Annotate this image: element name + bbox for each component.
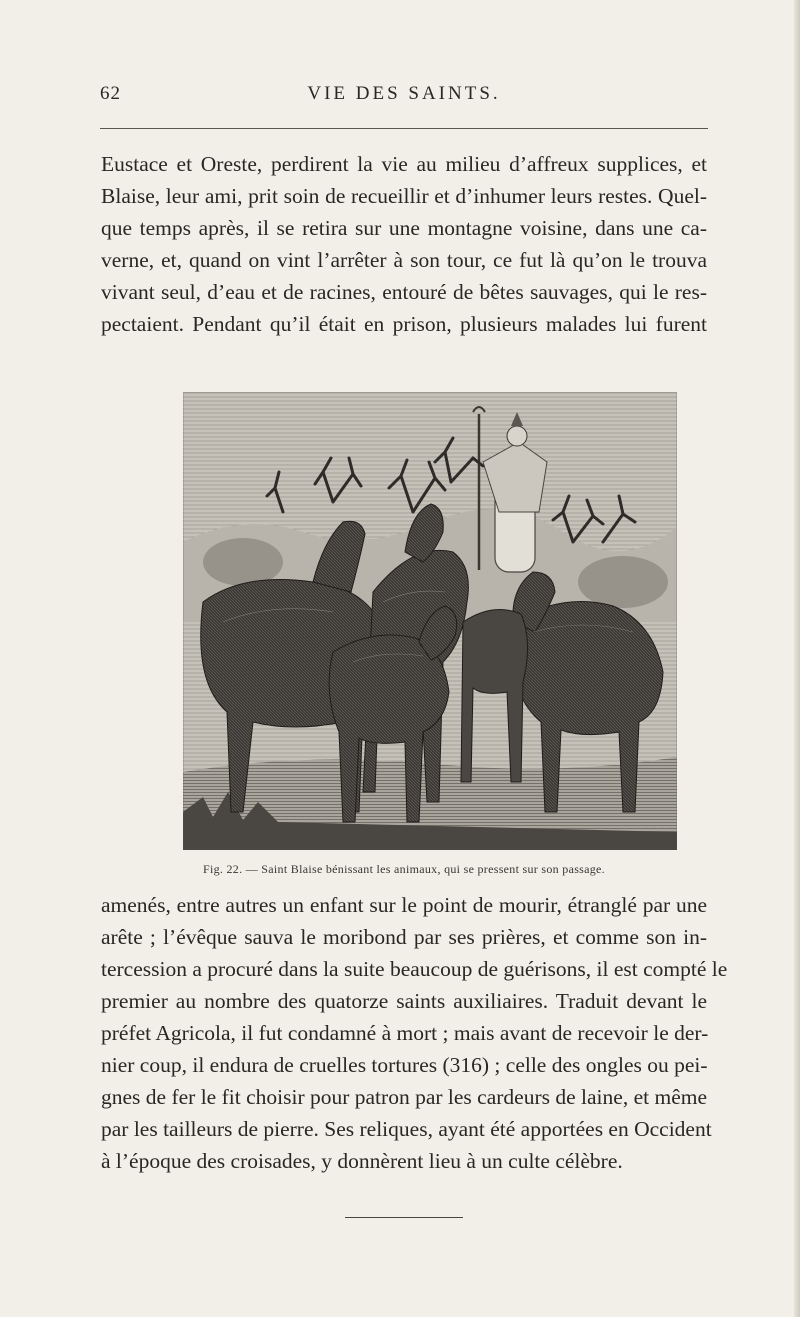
text-line: vivant seul, d’eau et de racines, entouré de bêtes sauvages, qui le res-	[101, 280, 707, 304]
text-line: par les tailleurs de pierre. Ses reliques, ayant été apportées en Occident	[101, 1117, 712, 1141]
text-line: à l’époque des croisades, y donnèrent lieu à un culte célèbre.	[101, 1149, 623, 1173]
text-line: amenés, entre autres un enfant sur le point de mourir, étranglé par une	[101, 893, 707, 917]
figure-caption: Fig. 22. — Saint Blaise bénissant les animaux, qui se pressent sur son passage.	[203, 862, 605, 876]
text-line: verne, et, quand on vint l’arrêter à son tour, ce fut là qu’on le trouva	[101, 248, 707, 272]
text-line: préfet Agricola, il fut condamné à mort ; mais avant de recevoir le der-	[101, 1021, 709, 1045]
header-rule	[100, 128, 708, 129]
text-line: arête ; l’évêque sauva le moribond par ses prières, et comme son in-	[101, 925, 707, 949]
page-edge	[794, 0, 800, 1317]
text-line: pectaient. Pendant qu’il était en prison, plusieurs malades lui furent	[101, 312, 707, 336]
paragraph-top	[101, 148, 707, 340]
page-number: 62	[100, 83, 121, 104]
text-line: Blaise, leur ami, prit soin de recueillir et d’inhumer leurs restes. Quel-	[101, 184, 707, 208]
text-line: que temps après, il se retira sur une montagne voisine, dans une ca-	[101, 216, 707, 240]
running-header	[100, 83, 708, 115]
text-line: premier au nombre des quatorze saints auxiliaires. Traduit devant le	[101, 989, 707, 1013]
text-line: tercession a procuré dans la suite beaucoup de guérisons, il est compté le	[101, 957, 728, 981]
closing-rule	[345, 1217, 463, 1218]
text-line: nier coup, il endura de cruelles tortures (316) ; celle des ongles ou pei-	[101, 1053, 708, 1077]
running-title: VIE DES SAINTS.	[307, 83, 501, 104]
engraving-saint-blaise-animals	[183, 392, 677, 850]
text-line: Eustace et Oreste, perdirent la vie au milieu d’affreux supplices, et	[101, 152, 707, 176]
text-line: gnes de fer le fit choisir pour patron par les cardeurs de laine, et même	[101, 1085, 707, 1109]
paragraph-bottom	[101, 889, 728, 1177]
